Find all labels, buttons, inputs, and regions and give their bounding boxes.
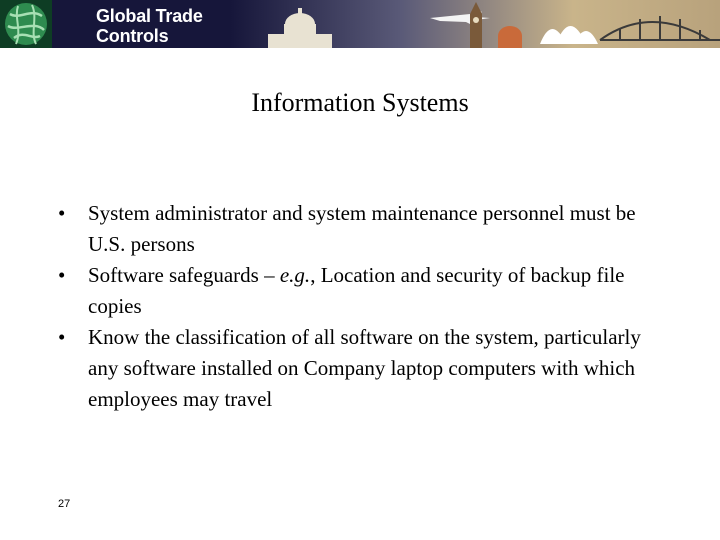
bullet-list	[58, 198, 658, 415]
bullet-item	[58, 198, 658, 260]
bullet-icon: •	[58, 263, 66, 287]
bullet-icon: •	[58, 325, 66, 349]
brand-name	[96, 6, 203, 46]
bullet-text-prefix: Software safeguards –	[88, 263, 280, 287]
bullet-icon: •	[58, 201, 66, 225]
bullet-text: System administrator and system maintenance personnel must be U.S. persons	[88, 201, 636, 256]
bullet-item	[58, 322, 658, 415]
page-number: 27	[58, 498, 71, 510]
slide-title: Information Systems	[251, 88, 469, 117]
bullet-text-emphasis: e.g.	[279, 263, 311, 287]
bullet-text-suffix: , Location and security of backup file copies	[88, 263, 625, 318]
header-banner	[0, 0, 720, 48]
globe-logo-icon	[0, 0, 52, 48]
domes-icon	[498, 26, 522, 48]
bullet-item	[58, 260, 658, 322]
bullet-text: Know the classification of all software on the system, particularly any software installed on Company laptop computers with which employees may travel	[88, 325, 641, 411]
brand-line-2: Controls	[96, 26, 169, 46]
brand-line-1: Global Trade	[96, 6, 203, 26]
